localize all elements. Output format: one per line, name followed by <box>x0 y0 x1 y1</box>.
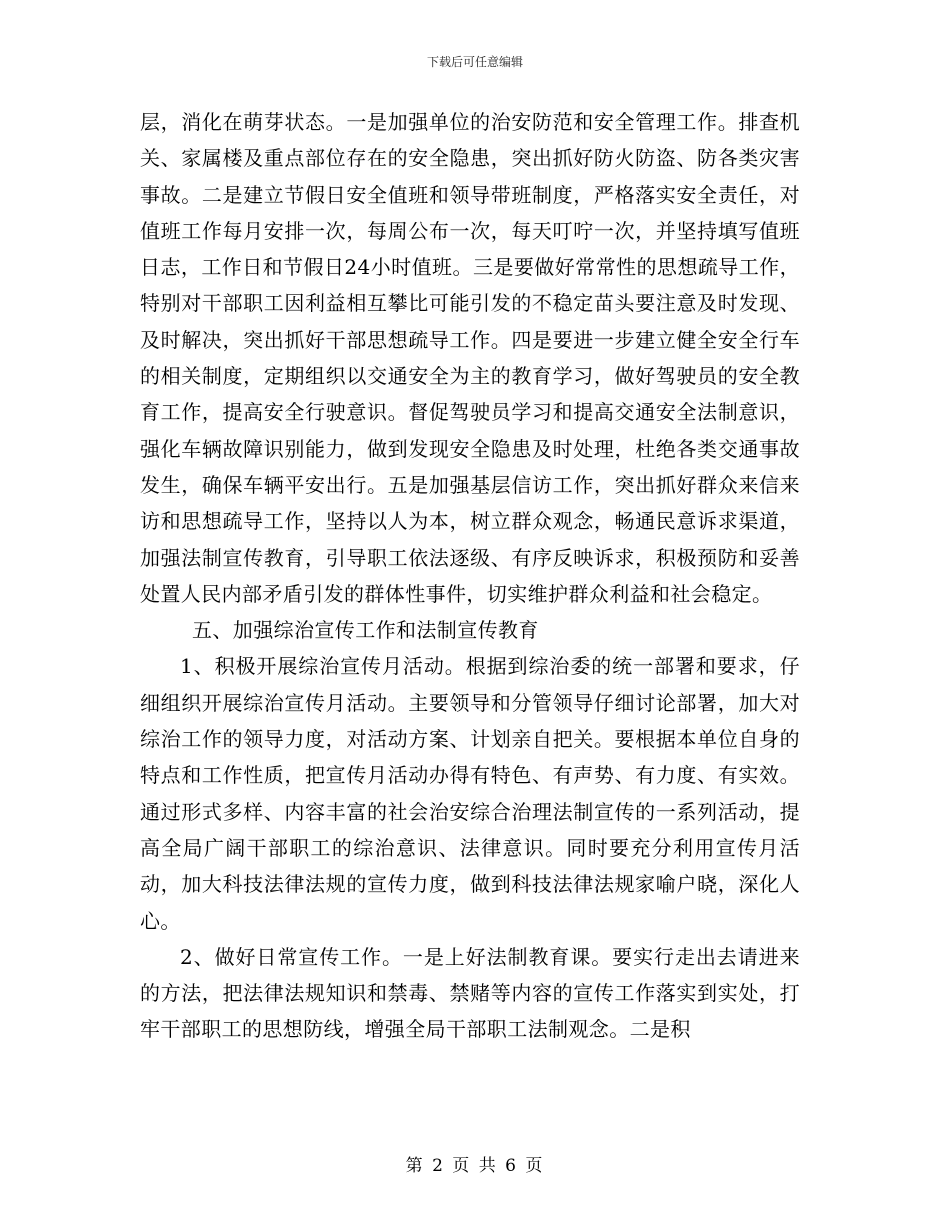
section-heading: 五、加强综治宣传工作和法制宣传教育 <box>192 618 539 643</box>
paragraph-continuation: 层，消化在萌芽状态。一是加强单位的治安防范和安全管理工作。排查机关、家属楼及重点部位存在的安全隐患，突出抓好防火防盗、防各类灾害事故。二是建立节假日安全值班和领导带班制度，严格落实安全责任，对值班工作每月安排一次，每周公布一次，每天叮咛一次，并坚持填写值班日志，工作日和节假日24小时值班。三是要做好常常性的思想疏导工作，特别对干部职工因利益相互攀比可能引发的不稳定苗头要注意及时发现、及时解决，突出抓好干部思想疏导工作。四是要进一步建立健全安全行车的相关制度，定期组织以交通安全为主的教育学习，做好驾驶员的安全教育工作，提高安全行驶意识。督促驾驶员学习和提高交通安全法制意识，强化车辆故障识别能力，做到发现安全隐患及时处理，杜绝各类交通事故发生，确保车辆平安出行。五是加强基层信访工作，突出抓好群众来信来访和思想疏导工作，坚持以人为本，树立群众观念，畅通民意诉求渠道，加强法制宣传教育，引导职工依法逐级、有序反映诉求，积极预防和妥善处置人民内部矛盾引发的群体性事件，切实维护群众利益和社会稳定。 <box>140 110 800 606</box>
document-body <box>140 104 800 1048</box>
page-header: 下载后可任意编辑 <box>426 55 523 69</box>
paragraph-item-2: 2、做好日常宣传工作。一是上好法制教育课。要实行走出去请进来的方法，把法律法规知识和禁毒、禁赌等内容的宣传工作落实到实处，打牢干部职工的思想防线，增强全局干部职工法制观念。二是积 <box>140 944 800 1042</box>
paragraph-item-1: 1、积极开展综治宣传月活动。根据到综治委的统一部署和要求，仔细组织开展综治宣传月活动。主要领导和分管领导仔细讨论部署，加大对综治工作的领导力度，对活动方案、计划亲自把关。要根据本单位自身的特点和工作性质，把宣传月活动办得有特色、有声势、有力度、有实效。通过形式多样、内容丰富的社会治安综合治理法制宣传的一系列活动，提高全局广阔干部职工的综治意识、法律意识。同时要充分利用宣传月活动，加大科技法律法规的宣传力度，做到科技法律法规家喻户晓，深化人心。 <box>140 654 800 933</box>
page-number-footer: 第 2 页 共 6 页 <box>405 1156 545 1176</box>
